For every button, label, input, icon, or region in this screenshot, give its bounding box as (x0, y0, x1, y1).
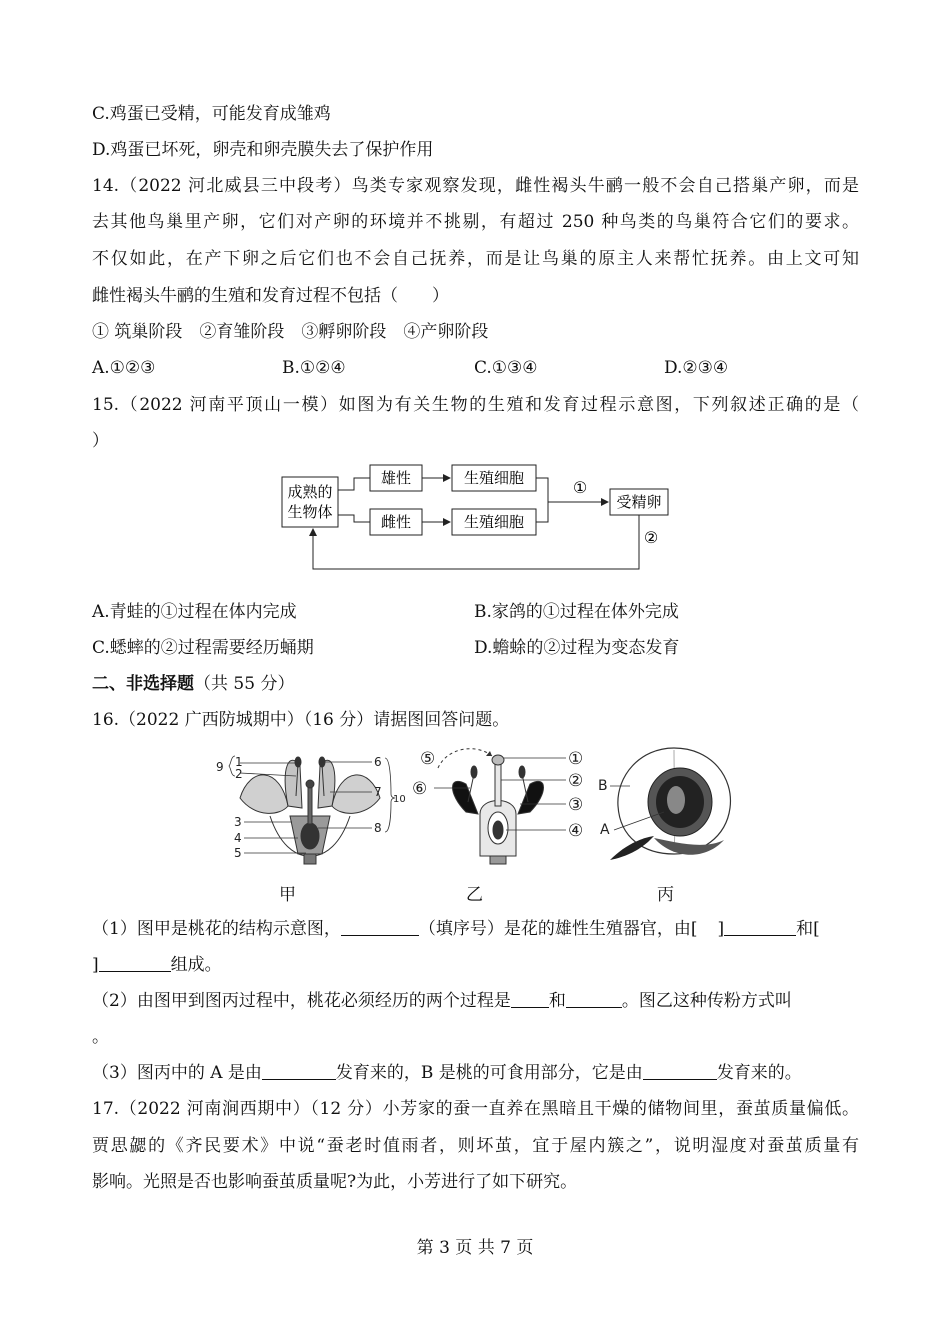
jia-label-7: 7 (374, 785, 382, 799)
q15-stem-line2: ） (92, 431, 109, 451)
q14-stem-line3: 不仅如此，在产下卵之后它们也不会自己抚养，而是让鸟巢的原主人来帮忙抚养。由上文可知 (92, 249, 859, 269)
section2-heading (92, 672, 294, 696)
jia-label-3: 3 (234, 815, 242, 829)
male-label: 雄性 (380, 469, 412, 487)
figure-bing-peach (594, 742, 744, 864)
q16-p1-text-f: 组成。 (170, 955, 222, 975)
q16-part2-line2 (92, 1025, 109, 1049)
q16-stem: 16.（2022 广西防城期中）（16 分）请据图回答问题。 (92, 710, 510, 730)
section2-points: （共 55 分） (194, 674, 295, 694)
jia-label-2: 2 (235, 767, 243, 781)
answer-blank-p1-organ[interactable] (341, 918, 419, 936)
yi-label-4: ④ (568, 821, 584, 841)
answer-blank-p1-num1[interactable] (697, 919, 717, 936)
germ-cell-label-bottom: 生殖细胞 (463, 513, 525, 531)
q16-part1-line2 (92, 953, 222, 977)
answer-blank-p2-process2[interactable] (566, 990, 622, 1008)
answer-blank-p2-process1[interactable] (511, 990, 549, 1008)
q14-stem-line1: 14.（2022 河北威县三中段考）鸟类专家观察发现，雌性褐头牛鹂一般不会自己搭巢产卵，而是 (92, 176, 859, 196)
q14-stages: ① 筑巢阶段 ②育雏阶段 ③孵卵阶段 ④产卵阶段 (92, 322, 489, 342)
q16-p1-text-a: （1）图甲是桃花的结构示意图， (92, 919, 341, 939)
page-number-footer: 第 3 页 共 7 页 (416, 1238, 534, 1258)
q16-p1-text-e: ] (92, 955, 99, 975)
bing-label-A: A (600, 822, 610, 838)
q13-option-c: C.鸡蛋已受精，可能发育成雏鸡 (92, 104, 331, 124)
jia-label-4: 4 (234, 831, 242, 845)
yi-label-3: ③ (568, 795, 584, 815)
section2-title: 二、非选择题 (92, 674, 194, 694)
bing-label-B: B (598, 778, 608, 794)
q13-option-d: D.鸡蛋已坏死，卵壳和卵壳膜失去了保护作用 (92, 140, 434, 160)
jia-label-5: 5 (234, 846, 242, 860)
q14-option-b: B.①②④ (282, 358, 346, 378)
caption-jia: 甲 (279, 885, 296, 905)
figure-jia-flower (210, 746, 410, 868)
organism-label-line2: 生物体 (287, 503, 333, 521)
q16-p3-text-a: （3）图丙中的 A 是由 (92, 1063, 262, 1083)
germ-cell-label-top: 生殖细胞 (463, 469, 525, 487)
jia-label-8: 8 (374, 821, 382, 835)
q14-stem-line4: 雌性褐头牛鹂的生殖和发育过程不包括（ ） (92, 286, 449, 306)
q16-p3-text-b: 发育来的，B 是桃的可食用部分，它是由 (335, 1063, 643, 1083)
yi-label-5: ⑤ (420, 749, 436, 769)
q17-stem-line1: 17.（2022 河南涧西期中）（12 分）小芳家的蚕一直养在黑暗且干燥的储物间里，蚕茧质量偏低。 (92, 1099, 859, 1119)
q14-option-d: D.②③④ (664, 358, 729, 378)
q16-p1-text-d: 和[ (796, 919, 820, 939)
q15-stem-line1: 15.（2022 河南平顶山一模）如图为有关生物的生殖和发育过程示意图，下列叙述正确的是（ (92, 395, 859, 415)
q16-part2-line1 (92, 989, 792, 1013)
q14-stem-line2: 去其他鸟巢里产卵，它们对产卵的环境并不挑剔，有超过 250 种鸟类的鸟巢符合它们的要求。 (92, 212, 859, 232)
q16-part3 (92, 1061, 802, 1085)
q16-p2-text-d: 。 (92, 1027, 109, 1047)
answer-blank-p1-name2[interactable] (99, 954, 171, 972)
q17-stem-line2: 贾思勰的《齐民要术》中说“蚕老时值雨者，则坏茧，宜于屋内簇之”，说明湿度对蚕茧质量有 (92, 1136, 859, 1156)
answer-blank-p3-a[interactable] (262, 1062, 336, 1080)
organism-label-line1: 成熟的 (287, 483, 333, 501)
q16-part1-line1 (92, 917, 820, 941)
q14-option-a: A.①②③ (92, 358, 156, 378)
q16-p1-text-c: ] (717, 919, 725, 939)
q15-option-c: C.蟋蟀的②过程需要经历蛹期 (92, 638, 314, 658)
zygote-label: 受精卵 (616, 493, 662, 511)
answer-blank-p1-name1[interactable] (724, 918, 796, 936)
jia-label-1: 1 (235, 755, 243, 769)
yi-label-1: ① (568, 749, 584, 769)
answer-blank-p3-b[interactable] (643, 1062, 717, 1080)
q16-p1-text-b: （填序号）是花的雄性生殖器官，由[ (418, 919, 698, 939)
q14-option-c: C.①③④ (474, 358, 538, 378)
q17-stem-line3: 影响。光照是否也影响蚕茧质量呢?为此，小芳进行了如下研究。 (92, 1172, 578, 1192)
yi-label-6: ⑥ (412, 779, 428, 799)
figure-yi-pollination (408, 744, 593, 866)
female-label: 雌性 (380, 513, 412, 531)
jia-label-9: 9 (216, 760, 224, 774)
yi-label-2: ② (568, 771, 584, 791)
q16-p2-text-c: 。图乙这种传粉方式叫 (621, 991, 792, 1011)
q16-p2-text-a: （2）由图甲到图丙过程中，桃花必须经历的两个过程是 (92, 991, 511, 1011)
q15-option-d: D.蟾蜍的②过程为变态发育 (474, 638, 680, 658)
step2-label: ② (643, 528, 659, 547)
caption-bing: 丙 (657, 885, 674, 905)
caption-yi: 乙 (466, 885, 483, 905)
jia-label-6: 6 (374, 755, 382, 769)
step1-label: ① (572, 478, 588, 497)
q16-p2-text-b: 和 (548, 991, 566, 1011)
q16-p3-text-c: 发育来的。 (716, 1063, 802, 1083)
jia-label-10: 10 (393, 794, 406, 805)
reproduction-flow-diagram (270, 455, 690, 580)
q15-option-b: B.家鸽的①过程在体外完成 (474, 602, 679, 622)
q15-option-a: A.青蛙的①过程在体内完成 (92, 602, 297, 622)
